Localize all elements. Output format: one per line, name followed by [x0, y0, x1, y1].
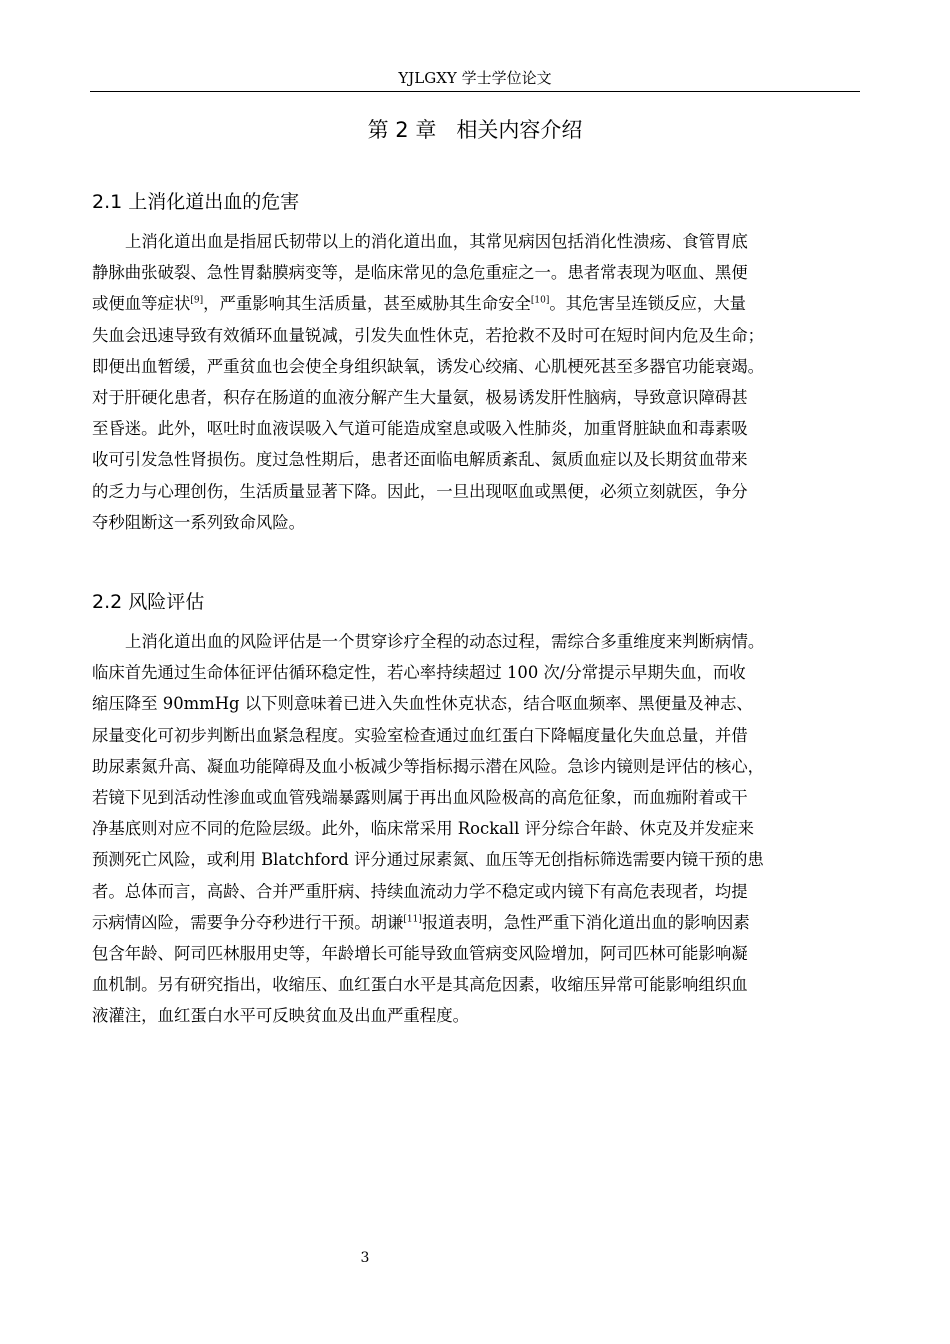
line-text: ，严重影响其生活质量，甚至威胁其生命安全: [203, 294, 531, 314]
paragraph-line: 的乏力与心理创伤，生活质量显著下降。因此，一旦出现呕血或黑便，必须立刻就医，争分: [92, 481, 748, 501]
line-text: 示病情凶险，需要争分夺秒进行干预。胡谦: [92, 912, 404, 932]
paragraph-line: [92, 288, 860, 319]
paragraph-line: [92, 907, 860, 938]
paragraph-line: 失血会迅速导致有效循环血量锐减，引发失血性休克，若抢救不及时可在短时间内危及生命；: [92, 325, 765, 345]
paragraph-line: 若镜下见到活动性渗血或血管残端暴露则属于再出血风险极高的高危征象，而血痂附着或干: [92, 787, 748, 807]
section-2-1-paragraph: [92, 226, 860, 538]
paragraph-line: 即便出血暂缓，严重贫血也会使全身组织缺氧，诱发心绞痛、心肌梗死甚至多器官功能衰竭。: [92, 356, 765, 376]
paragraph-line: 上消化道出血的风险评估是一个贯穿诊疗全程的动态过程，需综合多重维度来判断病情。: [125, 632, 765, 651]
paragraph-line: 包含年龄、阿司匹林服用史等，年龄增长可能导致血管病变风险增加，阿司匹林可能影响凝: [92, 943, 748, 963]
paragraph-line: 液灌注，血红蛋白水平可反映贫血及出血严重程度。: [92, 1006, 469, 1026]
paragraph-line: 血机制。另有研究指出，收缩压、血红蛋白水平是其高危因素，收缩压异常可能影响组织血: [92, 975, 748, 995]
paragraph-line: 收可引发急性肾损伤。度过急性期后，患者还面临电解质紊乱、氮质血症以及长期贫血带来: [92, 450, 748, 470]
paragraph-line: 助尿素氮升高、凝血功能障碍及血小板减少等指标揭示潜在风险。急诊内镜则是评估的核心，: [92, 756, 765, 776]
paragraph-line: 至昏迷。此外，呕吐时血液误吸入气道可能造成窒息或吸入性肺炎，加重肾脏缺血和毒素吸: [92, 419, 748, 439]
paragraph-line: 净基底则对应不同的危险层级。此外，临床常采用 Rockall 评分综合年龄、休克及并发症来: [92, 819, 755, 839]
citation-ref: [10]: [530, 295, 550, 306]
paragraph-line: 者。总体而言，高龄、合并严重肝病、持续血流动力学不稳定或内镜下有高危表现者，均提: [92, 881, 748, 901]
page-number: 3: [360, 1250, 370, 1266]
paragraph-line: 夺秒阻断这一系列致命风险。: [92, 512, 306, 532]
paragraph-line: 缩压降至 90mmHg 以下则意味着已进入失血性休克状态，结合呕血频率、黑便量及神志、: [92, 694, 753, 714]
paragraph-line: 临床首先通过生命体征评估循环稳定性，若心率持续超过 100 次/分常提示早期失血，而收: [92, 663, 746, 683]
paragraph-line: 上消化道出血是指屈氏韧带以上的消化道出血，其常见病因包括消化性溃疡、食管胃底: [125, 232, 748, 251]
section-2-2-paragraph: [92, 626, 860, 1031]
citation-ref: [9]: [190, 295, 204, 306]
running-header: YJLGXY 学士学位论文: [398, 69, 552, 87]
line-text: 报道表明，急性严重下消化道出血的影响因素: [421, 912, 750, 932]
section-heading-2-1: 2.1 上消化道出血的危害: [92, 191, 300, 213]
section-heading-2-2: 2.2 风险评估: [92, 591, 205, 613]
paragraph-line: 对于肝硬化患者，积存在肠道的血液分解产生大量氨，极易诱发肝性脑病，导致意识障碍甚: [92, 387, 748, 407]
citation-ref: [11]: [403, 914, 422, 925]
header-divider: [90, 91, 860, 92]
paragraph-line: 静脉曲张破裂、急性胃黏膜病变等，是临床常见的急危重症之一。患者常表现为呕血、黑便: [92, 263, 748, 283]
chapter-title: 第 2 章 相关内容介绍: [367, 118, 583, 142]
paragraph-line: 尿量变化可初步判断出血紧急程度。实验室检查通过血红蛋白下降幅度量化失血总量，并借: [92, 725, 748, 745]
paragraph-line: 预测死亡风险，或利用 Blatchford 评分通过尿素氮、血压等无创指标筛选需要内镜干预的患: [92, 850, 764, 870]
line-text: 。其危害呈连锁反应，大量: [549, 294, 747, 314]
line-text: 或便血等症状: [92, 294, 191, 314]
